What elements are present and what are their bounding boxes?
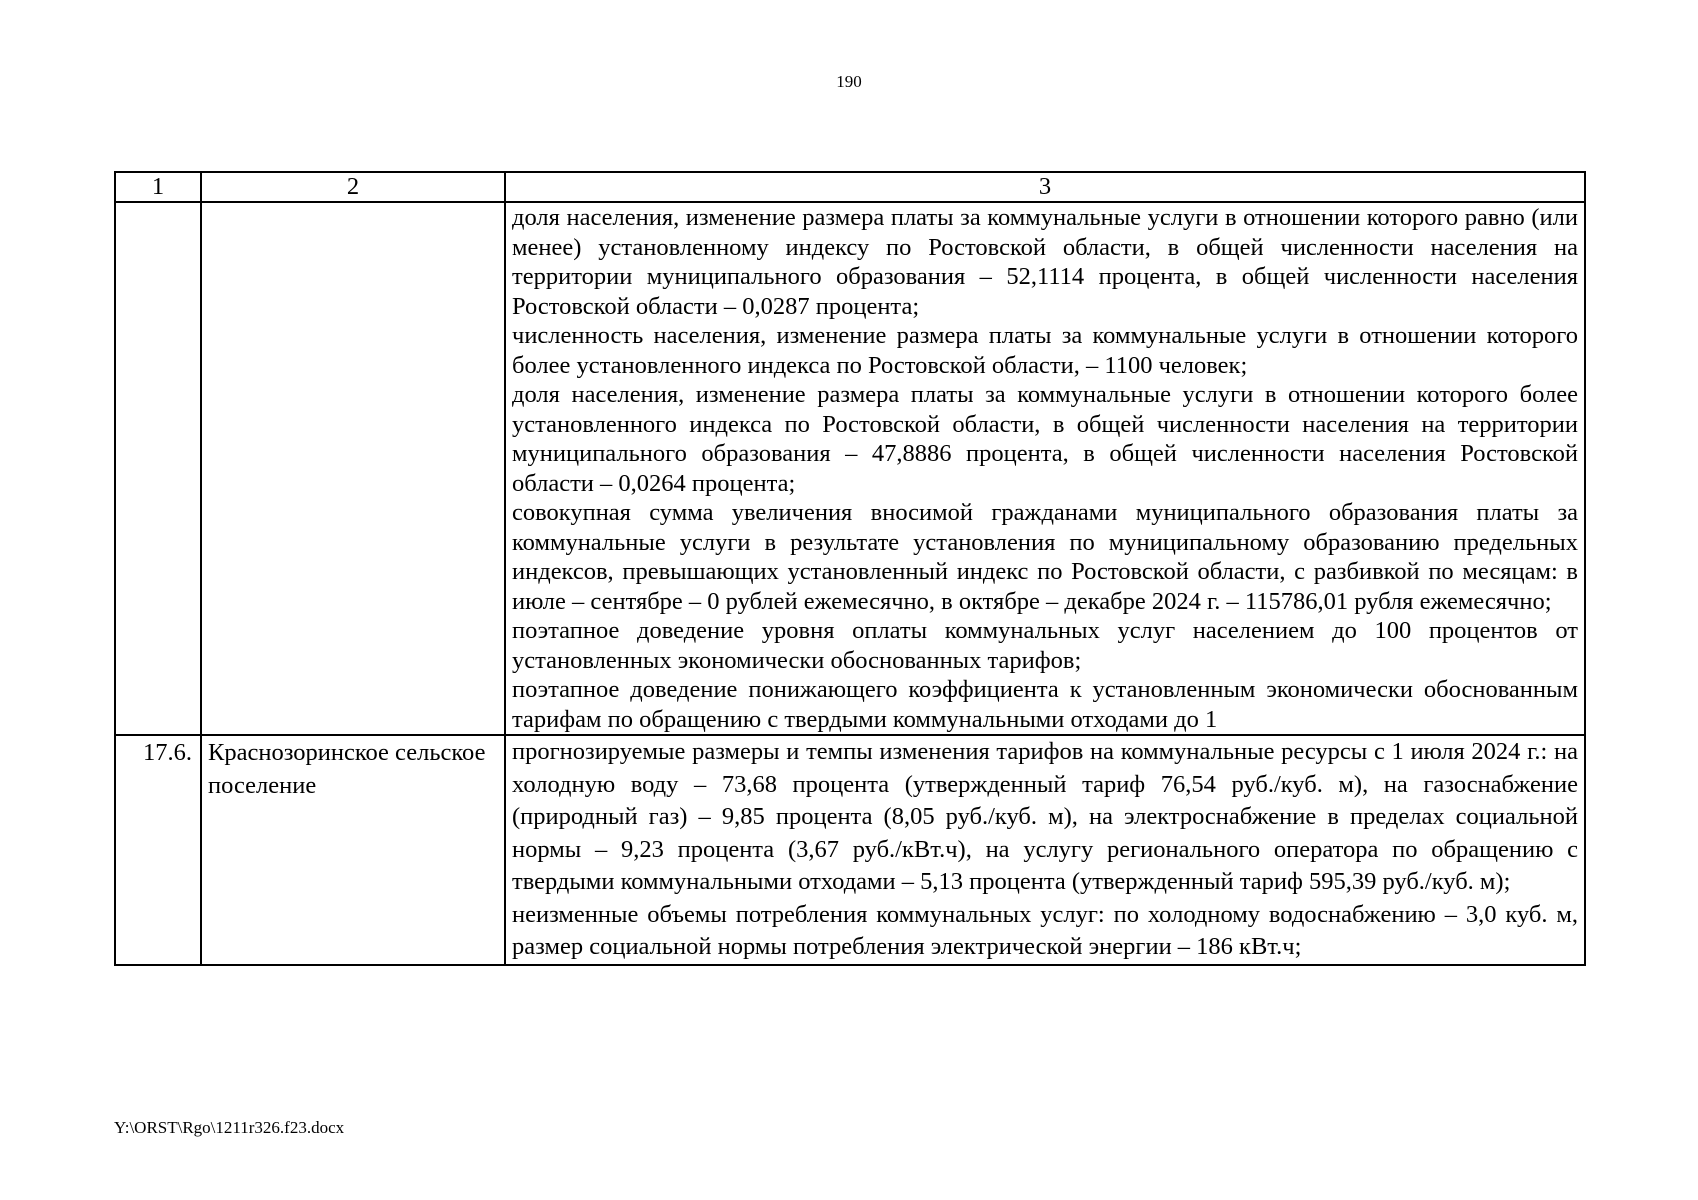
- indicator-paragraph: поэтапное доведение понижающего коэффициента к установленным экономически обоснованным тарифам по обращению с твердыми коммунальными отходами до 1: [512, 676, 1578, 733]
- table-row: [115, 202, 1585, 735]
- page-number: 190: [836, 72, 862, 91]
- indicator-paragraph: поэтапное доведение уровня оплаты коммунальных услуг населением до 100 процентов от установленных экономически обоснованных тарифов;: [512, 617, 1578, 674]
- document-table: [114, 171, 1586, 966]
- column-header-3: 3: [505, 172, 1585, 202]
- indicator-paragraph: доля населения, изменение размера платы за коммунальные услуги в отношении которого более установленного индекса по Ростовской области, в общей численности населения на территории муниципального образования – 47,8886 процента, в общей численности населения Ростовской области – 0,0264 процента;: [512, 381, 1578, 497]
- indicator-paragraph: доля населения, изменение размера платы за коммунальные услуги в отношении которого равно (или менее) установленному индексу по Ростовской области, в общей численности населения на территории муниципального образования – 52,1114 процента, в общей численности населения Ростовской области – 0,0287 процента;: [512, 204, 1578, 320]
- row-number-cell: 17.6.: [115, 735, 201, 965]
- indicators-cell: [505, 735, 1585, 965]
- column-header-2: 2: [201, 172, 505, 202]
- indicator-paragraph: совокупная сумма увеличения вносимой гражданами муниципального образования платы за коммунальные услуги в результате установления по муниципальному образованию предельных индексов, превышающих установленный индекс по Ростовской области, с разбивкой по месяцам: в июле – сентябре – 0 рублей ежемесячно, в октябре – декабре 2024 г. – 115786,01 рубля ежемесячно;: [512, 499, 1578, 615]
- footer-file-path: Y:\ORST\Rgo\1211r326.f23.docx: [114, 1118, 345, 1137]
- settlement-name-cell: [201, 202, 505, 735]
- column-header-1: 1: [115, 172, 201, 202]
- row-number-cell: [115, 202, 201, 735]
- table-header-row: [115, 172, 1585, 202]
- indicator-paragraph: численность населения, изменение размера платы за коммунальные услуги в отношении которого более установленного индекса по Ростовской области, – 1100 человек;: [512, 322, 1578, 379]
- indicators-cell: [505, 202, 1585, 735]
- table-row: [115, 735, 1585, 965]
- indicator-paragraph: прогнозируемые размеры и темпы изменения тарифов на коммунальные ресурсы с 1 июля 2024 г.: на холодную воду – 73,68 процента (утвержденный тариф 76,54 руб./куб. м), на газоснабжение (природный газ) – 9,85 процента (8,05 руб./куб. м), на электроснабжение в пределах социальной нормы – 9,23 процента (3,67 руб./кВт.ч), на услугу регионального оператора по обращению с твердыми коммунальными отходами – 5,13 процента (утвержденный тариф 595,39 руб./куб. м);: [512, 738, 1578, 895]
- settlement-name-cell: Краснозоринское сельское поселение: [201, 735, 505, 965]
- indicator-paragraph: неизменные объемы потребления коммунальных услуг: по холодному водоснабжению – 3,0 куб. м, размер социальной нормы потребления электрической энергии – 186 кВт.ч;: [512, 900, 1578, 960]
